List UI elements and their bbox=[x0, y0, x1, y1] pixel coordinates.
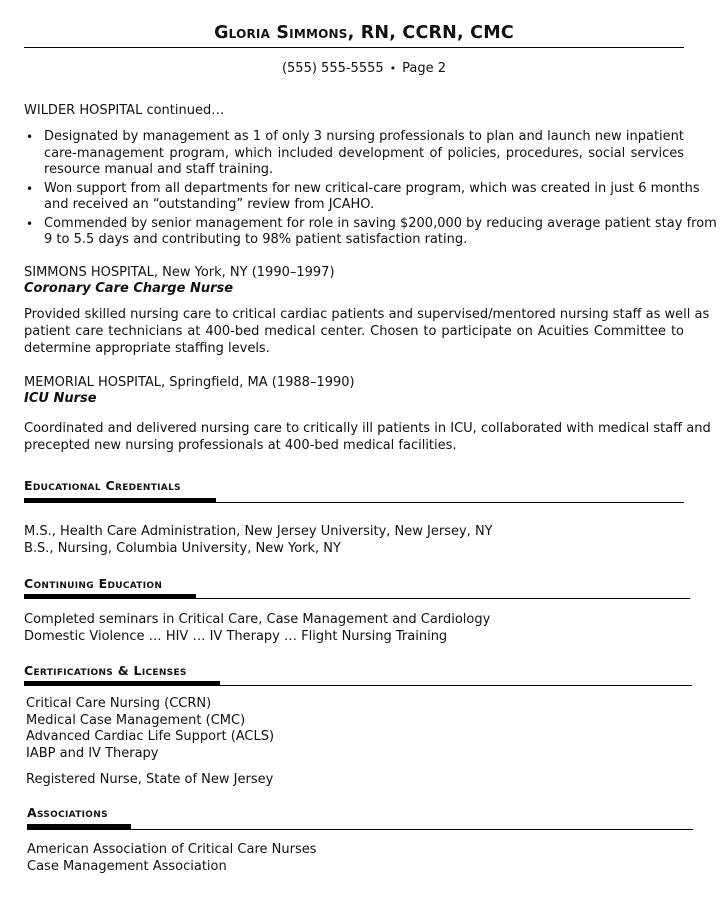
description-line: precepted new nursing professionals at 400-bed medical facilities. bbox=[24, 438, 457, 453]
simmons-description bbox=[24, 306, 710, 357]
list-item bbox=[24, 129, 684, 179]
contact-line bbox=[0, 61, 728, 76]
associations-heading: Associations bbox=[27, 805, 108, 820]
certification-item: IABP and IV Therapy bbox=[26, 746, 159, 761]
bullet-glyph: • bbox=[26, 216, 34, 231]
wilder-heading: WILDER HOSPITAL continued… bbox=[24, 103, 225, 118]
continuing-item: Completed seminars in Critical Care, Case Management and Cardiology bbox=[24, 612, 491, 627]
simmons-job-title: Coronary Care Charge Nurse bbox=[24, 281, 234, 296]
continuing-item: Domestic Violence … HIV … IV Therapy … Flight Nursing Training bbox=[24, 629, 448, 644]
bullet-line: Won support from all departments for new critical-care program, which was created in just 6 months bbox=[44, 180, 700, 196]
wilder-bullet-list bbox=[24, 129, 717, 251]
education-item: B.S., Nursing, Columbia University, New York, NY bbox=[24, 541, 341, 556]
continuing-education-heading: Continuing Education bbox=[24, 576, 163, 591]
description-line: Coordinated and delivered nursing care to critically ill patients in ICU, collaborated with medical staff and bbox=[24, 421, 711, 436]
description-line: determine appropriate staffing levels. bbox=[24, 341, 270, 356]
education-heading: Educational Credentials bbox=[24, 478, 181, 493]
bullet-glyph: • bbox=[26, 181, 34, 196]
certification-item: Medical Case Management (CMC) bbox=[26, 713, 246, 728]
license-item: Registered Nurse, State of New Jersey bbox=[26, 772, 274, 787]
association-item: American Association of Critical Care Nurses bbox=[27, 842, 317, 857]
education-rule bbox=[24, 502, 684, 503]
simmons-heading: SIMMONS HOSPITAL, New York, NY (1990–1997) bbox=[24, 265, 335, 280]
bullet-glyph: • bbox=[26, 130, 34, 144]
bullet-line: care-management program, which included development of policies, procedures, social services bbox=[44, 145, 684, 161]
bullet-line: Designated by management as 1 of only 3 nursing professionals to plan and launch new inpatient bbox=[44, 129, 684, 144]
certification-item: Advanced Cardiac Life Support (ACLS) bbox=[26, 729, 275, 744]
memorial-job-title: ICU Nurse bbox=[24, 391, 97, 406]
association-item: Case Management Association bbox=[27, 859, 227, 874]
continuing-rule bbox=[24, 598, 690, 599]
phone-number: (555) 555-5555 bbox=[281, 61, 384, 76]
bullet-line: Commended by senior management for role in saving $200,000 by reducing average patient stay from bbox=[44, 215, 717, 231]
certification-item: Critical Care Nursing (CCRN) bbox=[26, 696, 212, 711]
bullet-line: 9 to 5.5 days and contributing to 98% patient satisfaction rating. bbox=[44, 232, 468, 247]
description-line: Provided skilled nursing care to critical cardiac patients and supervised/mentored nursing staff as well as bbox=[24, 307, 710, 322]
header-rule bbox=[24, 47, 684, 48]
description-line: patient care technicians at 400-bed medical center. Chosen to participate on Acuities Committee to bbox=[24, 324, 684, 339]
bullet-line: resource manual and staff training. bbox=[44, 162, 274, 177]
list-item bbox=[24, 180, 700, 214]
separator-bullet: • bbox=[389, 62, 397, 75]
associations-rule bbox=[27, 829, 693, 830]
memorial-description bbox=[24, 420, 711, 454]
candidate-name: Gloria Simmons, RN, CCRN, CMC bbox=[214, 23, 514, 43]
page-number: Page 2 bbox=[402, 61, 447, 76]
bullet-line: and received an “outstanding” review from JCAHO. bbox=[44, 197, 375, 212]
education-item: M.S., Health Care Administration, New Jersey University, New Jersey, NY bbox=[24, 524, 493, 539]
certifications-heading: Certifications & Licenses bbox=[24, 663, 187, 678]
certifications-rule bbox=[24, 685, 692, 686]
memorial-heading: MEMORIAL HOSPITAL, Springfield, MA (1988–1990) bbox=[24, 375, 355, 390]
list-item bbox=[24, 215, 717, 249]
